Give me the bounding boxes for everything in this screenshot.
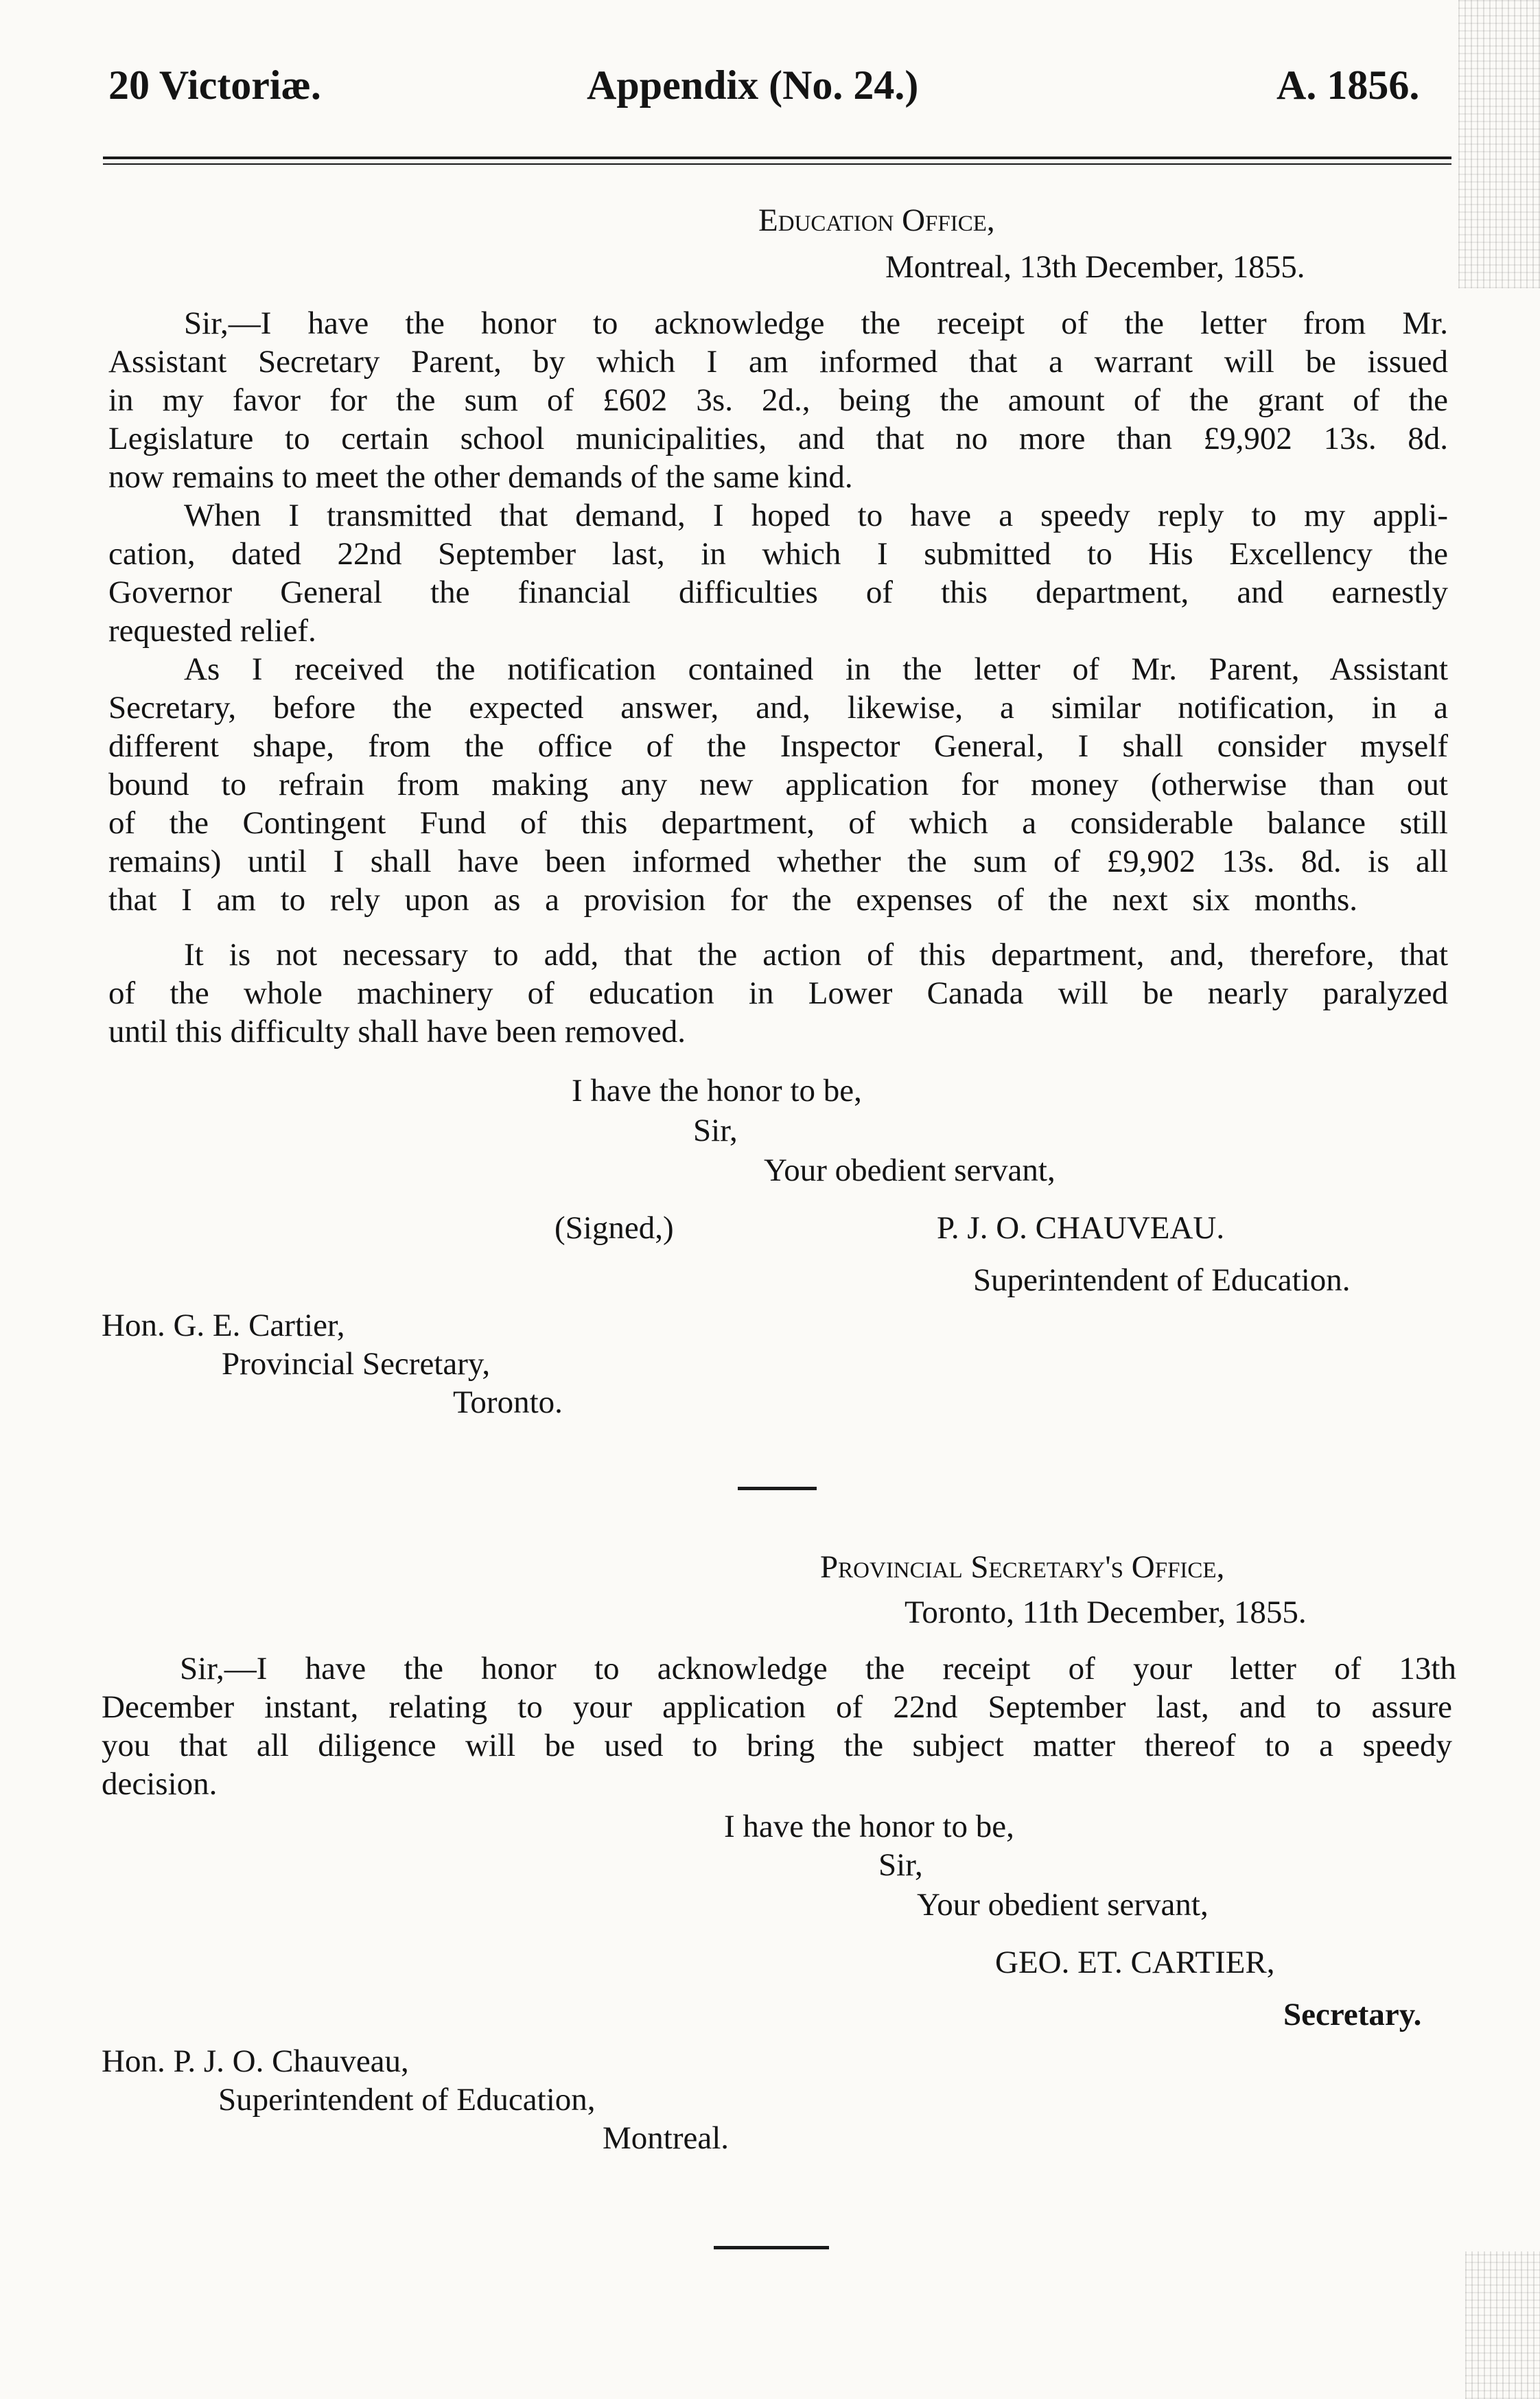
letter1-line: It is not necessary to add, that the action of this department, and, therefore, that <box>184 937 1448 973</box>
letter1-line: of the whole machinery of education in Lower Canada will be nearly paralyzed <box>108 975 1448 1011</box>
letter1-line: Secretary, before the expected answer, and, likewise, a similar notification, in a <box>108 690 1448 726</box>
letter1-line: in my favor for the sum of £602 3s. 2d., being the amount of the grant of the <box>108 382 1448 418</box>
letter2-signer-title: Secretary. <box>1283 1997 1422 2032</box>
header-center: Appendix (No. 24.) <box>587 62 919 108</box>
letter2-line: you that all diligence will be used to bring the subject matter thereof to a speedy <box>102 1728 1452 1763</box>
end-rule <box>714 2246 829 2249</box>
letter2-closing-sir: Sir, <box>878 1847 923 1883</box>
header-rule <box>103 157 1451 165</box>
scan-noise-bottom-right <box>1465 2251 1540 2399</box>
letter1-line: now remains to meet the other demands of the same kind. <box>108 459 853 495</box>
letter1-closing-honor: I have the honor to be, <box>572 1073 862 1109</box>
letter1-line: that I am to rely upon as a provision for the expenses of the next six months. <box>108 882 1357 918</box>
header-left: 20 Victoriæ. <box>108 62 321 108</box>
letter1-line: different shape, from the office of the Inspector General, I shall consider myself <box>108 728 1448 764</box>
letter1-line: of the Contingent Fund of this department, of which a considerable balance still <box>108 805 1448 841</box>
letter1-line: As I received the notification contained in the letter of Mr. Parent, Assistant <box>184 651 1448 687</box>
letter1-line: requested relief. <box>108 613 316 649</box>
letter1-closing-sir: Sir, <box>693 1113 738 1148</box>
header-right: A. 1856. <box>1276 62 1420 108</box>
letter1-office: Education Office, <box>758 202 995 238</box>
letter2-line: decision. <box>102 1766 218 1802</box>
letter1-line: bound to refrain from making any new application for money (otherwise than out <box>108 767 1448 802</box>
letter1-line: When I transmitted that demand, I hoped to have a speedy reply to my appli- <box>184 498 1448 533</box>
letter2-addressee: Superintendent of Education, <box>218 2082 596 2118</box>
letter1-signed: (Signed,) <box>555 1210 674 1246</box>
letter1-addressee: Hon. G. E. Cartier, <box>102 1308 345 1343</box>
letter1-signer-title: Superintendent of Education. <box>973 1262 1351 1298</box>
letter1-line: Assistant Secretary Parent, by which I am informed that a warrant will be issued <box>108 344 1448 380</box>
letter2-office: Provincial Secretary's Office, <box>820 1549 1225 1585</box>
letter1-line: until this difficulty shall have been removed. <box>108 1014 686 1050</box>
letter2-place-date: Toronto, 11th December, 1855. <box>905 1595 1307 1630</box>
letter2-closing-honor: I have the honor to be, <box>724 1809 1014 1844</box>
letter1-addressee: Provincial Secretary, <box>222 1346 491 1382</box>
letter2-addressee: Montreal. <box>603 2120 730 2156</box>
letter2-line: December instant, relating to your application of 22nd September last, and to assure <box>102 1689 1452 1725</box>
letter2-signer: GEO. ET. CARTIER, <box>995 1945 1275 1980</box>
letter2-addressee: Hon. P. J. O. Chauveau, <box>102 2043 409 2079</box>
letter1-addressee: Toronto. <box>453 1384 563 1420</box>
letter1-line: Legislature to certain school municipalities, and that no more than £9,902 13s. 8d. <box>108 421 1448 456</box>
scan-noise-top-right <box>1458 0 1540 288</box>
letter1-closing-servant: Your obedient servant, <box>764 1152 1055 1188</box>
letter1-place-date: Montreal, 13th December, 1855. <box>885 249 1305 285</box>
letter1-line: cation, dated 22nd September last, in which I submitted to His Excellency the <box>108 536 1448 572</box>
letter1-line: remains) until I shall have been informed whether the sum of £9,902 13s. 8d. is all <box>108 844 1448 879</box>
letter2-closing-servant: Your obedient servant, <box>917 1887 1209 1923</box>
letter1-signer: P. J. O. CHAUVEAU. <box>937 1210 1225 1246</box>
letter1-line: Governor General the financial difficulties of this department, and earnestly <box>108 575 1448 610</box>
letter2-line: Sir,—I have the honor to acknowledge the receipt of your letter of 13th <box>180 1651 1456 1687</box>
letter-separator <box>738 1487 817 1490</box>
letter1-line: Sir,—I have the honor to acknowledge the receipt of the letter from Mr. <box>184 305 1448 341</box>
